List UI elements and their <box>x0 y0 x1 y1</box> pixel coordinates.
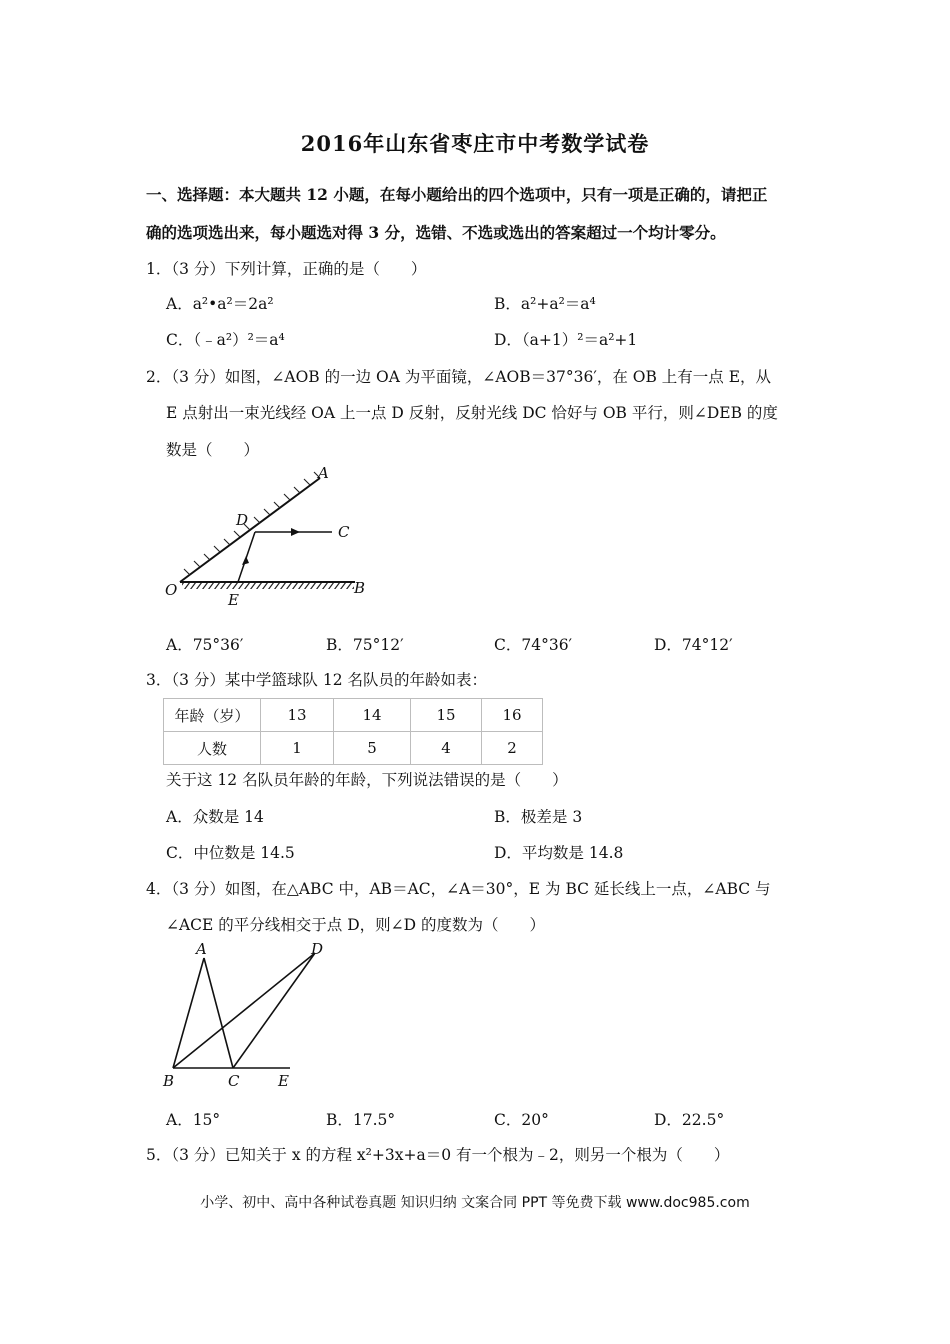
table-cell: 15 <box>411 699 482 732</box>
q2-label-a: A <box>318 464 329 482</box>
q1-option-d: D．（a+1）²＝a²+1 <box>494 331 638 349</box>
q1-option-a: A．a²•a²＝2a² <box>166 295 274 313</box>
question-4-stem-line2: ∠ACE 的平分线相交于点 D，则∠D 的度数为（ ） <box>166 916 545 934</box>
table-row <box>164 732 543 765</box>
table-cell: 5 <box>334 732 411 765</box>
table-cell: 16 <box>482 699 543 732</box>
question-2-stem-line2: E 点射出一束光线经 OA 上一点 D 反射，反射光线 DC 恰好与 OB 平行，则∠DEB 的度 <box>166 404 778 422</box>
table-cell: 2 <box>482 732 543 765</box>
question-1-stem: 1．（3 分）下列计算，正确的是（ ） <box>146 260 427 278</box>
q2-label-b: B <box>354 579 366 597</box>
q2-label-e: E <box>228 591 239 607</box>
table-cell: 1 <box>261 732 334 765</box>
q4-label-d: D <box>311 940 324 958</box>
table-cell: 人数 <box>164 732 261 765</box>
page-title: 2016年山东省枣庄市中考数学试卷 <box>300 131 650 156</box>
q4-label-c: C <box>228 1072 240 1090</box>
q2-option-b: B．75°12′ <box>326 636 404 654</box>
q2-option-a: A．75°36′ <box>166 636 244 654</box>
q1-option-c: C．（﹣a²）²＝a⁴ <box>166 331 285 349</box>
table-cell: 4 <box>411 732 482 765</box>
table-cell: 13 <box>261 699 334 732</box>
q3-option-c: C．中位数是 14.5 <box>166 844 295 862</box>
q4-triangle-figure <box>158 938 338 1090</box>
q4-label-b: B <box>163 1072 175 1090</box>
q2-option-d: D．74°12′ <box>654 636 733 654</box>
q3-option-d: D．平均数是 14.8 <box>494 844 624 862</box>
question-3-text: 关于这 12 名队员年龄的年龄，下列说法错误的是（ ） <box>166 771 568 789</box>
q3-option-b: B．极差是 3 <box>494 808 583 826</box>
table-cell: 14 <box>334 699 411 732</box>
footer-text: 小学、初中、高中各种试卷真题 知识归纳 文案合同 PPT 等免费下载 www.doc985.com <box>200 1195 750 1211</box>
section-heading-line1: 一、选择题：本大题共 12 小题，在每小题给出的四个选项中，只有一项是正确的，请把正 <box>146 185 768 204</box>
q4-label-e: E <box>278 1072 289 1090</box>
question-4-stem-line1: 4．（3 分）如图，在△ABC 中，AB＝AC，∠A＝30°，E 为 BC 延长线上一点，∠ABC 与 <box>146 880 771 898</box>
question-3-stem: 3．（3 分）某中学篮球队 12 名队员的年龄如表： <box>146 671 487 689</box>
question-2-stem-line1: 2．（3 分）如图，∠AOB 的一边 OA 为平面镜，∠AOB＝37°36′，在 OB 上有一点 E，从 <box>146 368 772 386</box>
q4-option-b: B．17.5° <box>326 1111 396 1129</box>
q4-option-a: A．15° <box>166 1111 221 1129</box>
q2-label-c: C <box>338 523 350 541</box>
q3-option-a: A．众数是 14 <box>166 808 264 826</box>
table-cell: 年龄（岁） <box>164 699 261 732</box>
q4-option-c: C．20° <box>494 1111 549 1129</box>
section-heading-line2: 确的选项选出来，每小题选对得 3 分，选错、不选或选出的答案超过一个均计零分。 <box>146 223 726 242</box>
q4-option-d: D．22.5° <box>654 1111 725 1129</box>
q2-label-o: O <box>165 581 178 599</box>
table-row <box>164 699 543 732</box>
question-2-stem-line3: 数是（ ） <box>166 441 260 459</box>
question-5-stem: 5．（3 分）已知关于 x 的方程 x²+3x+a＝0 有一个根为﹣2，则另一个根为（ ） <box>146 1146 730 1164</box>
q2-label-d: D <box>236 511 249 529</box>
age-table <box>163 698 543 765</box>
q2-mirror-figure <box>160 462 375 607</box>
q2-option-c: C．74°36′ <box>494 636 573 654</box>
q1-option-b: B．a²+a²＝a⁴ <box>494 295 596 313</box>
q4-label-a: A <box>196 940 207 958</box>
